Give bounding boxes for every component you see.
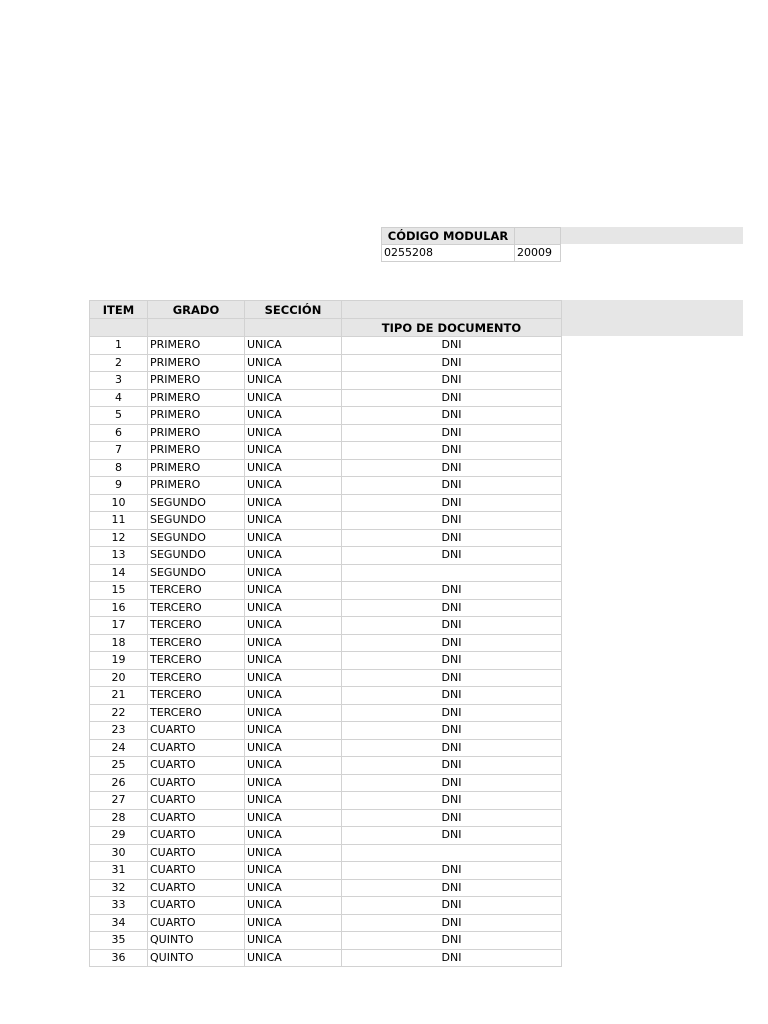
- grado-cell[interactable]: PRIMERO: [148, 407, 245, 425]
- item-cell[interactable]: 12: [90, 529, 148, 547]
- tipo-documento-cell[interactable]: DNI: [342, 687, 562, 705]
- table-row: [90, 582, 562, 600]
- item-cell[interactable]: 29: [90, 827, 148, 845]
- item-cell[interactable]: 24: [90, 739, 148, 757]
- item-cell[interactable]: 2: [90, 354, 148, 372]
- item-cell[interactable]: 25: [90, 757, 148, 775]
- table-row: [90, 827, 562, 845]
- seccion-cell[interactable]: UNICA: [245, 809, 342, 827]
- item-cell[interactable]: 32: [90, 879, 148, 897]
- grado-cell[interactable]: QUINTO: [148, 949, 245, 967]
- item-cell[interactable]: 20: [90, 669, 148, 687]
- seccion-cell[interactable]: UNICA: [245, 617, 342, 635]
- header-empty-cell[interactable]: [245, 319, 342, 337]
- codigo-modular-header[interactable]: CÓDIGO MODULAR: [382, 228, 515, 245]
- seccion-cell[interactable]: UNICA: [245, 512, 342, 530]
- seccion-cell[interactable]: UNICA: [245, 722, 342, 740]
- grado-cell[interactable]: PRIMERO: [148, 424, 245, 442]
- tipo-documento-cell[interactable]: DNI: [342, 582, 562, 600]
- grado-cell[interactable]: TERCERO: [148, 652, 245, 670]
- tipo-documento-cell[interactable]: DNI: [342, 897, 562, 915]
- tipo-documento-cell[interactable]: DNI: [342, 389, 562, 407]
- tipo-documento-cell[interactable]: DNI: [342, 879, 562, 897]
- item-cell[interactable]: 36: [90, 949, 148, 967]
- grado-cell[interactable]: CUARTO: [148, 827, 245, 845]
- table-row: [90, 547, 562, 565]
- item-cell[interactable]: 21: [90, 687, 148, 705]
- grado-cell[interactable]: SEGUNDO: [148, 512, 245, 530]
- grado-cell[interactable]: CUARTO: [148, 914, 245, 932]
- item-cell[interactable]: 13: [90, 547, 148, 565]
- seccion-cell[interactable]: UNICA: [245, 792, 342, 810]
- item-cell[interactable]: 1: [90, 337, 148, 355]
- seccion-cell[interactable]: UNICA: [245, 669, 342, 687]
- table-row: [90, 669, 562, 687]
- codigo-modular-table: [381, 227, 561, 262]
- item-cell[interactable]: 8: [90, 459, 148, 477]
- grado-cell[interactable]: TERCERO: [148, 582, 245, 600]
- grado-cell[interactable]: PRIMERO: [148, 477, 245, 495]
- table-row: [90, 564, 562, 582]
- tipo-documento-cell[interactable]: DNI: [342, 704, 562, 722]
- grado-cell[interactable]: CUARTO: [148, 792, 245, 810]
- item-cell[interactable]: 27: [90, 792, 148, 810]
- table-row: [90, 897, 562, 915]
- header-row-2: [90, 319, 562, 337]
- item-cell[interactable]: 26: [90, 774, 148, 792]
- table-row: [90, 617, 562, 635]
- seccion-cell[interactable]: UNICA: [245, 337, 342, 355]
- grado-cell[interactable]: PRIMERO: [148, 372, 245, 390]
- table-row: [90, 372, 562, 390]
- tipo-documento-cell[interactable]: DNI: [342, 354, 562, 372]
- item-cell[interactable]: 7: [90, 442, 148, 460]
- seccion-cell[interactable]: UNICA: [245, 389, 342, 407]
- grado-cell[interactable]: TERCERO: [148, 617, 245, 635]
- tipo-documento-cell[interactable]: DNI: [342, 809, 562, 827]
- header-empty-cell[interactable]: [90, 319, 148, 337]
- tipo-documento-cell[interactable]: DNI: [342, 529, 562, 547]
- codigo-second-value[interactable]: 20009: [515, 245, 561, 262]
- grado-cell[interactable]: QUINTO: [148, 932, 245, 950]
- seccion-cell[interactable]: UNICA: [245, 827, 342, 845]
- item-cell[interactable]: 16: [90, 599, 148, 617]
- table-body: [90, 337, 562, 967]
- item-cell[interactable]: 18: [90, 634, 148, 652]
- seccion-cell[interactable]: UNICA: [245, 372, 342, 390]
- header-row-1: [90, 301, 562, 319]
- seccion-header[interactable]: SECCIÓN: [245, 301, 342, 319]
- table-row: [90, 792, 562, 810]
- seccion-cell[interactable]: UNICA: [245, 494, 342, 512]
- table-row: [90, 599, 562, 617]
- table-row: [90, 459, 562, 477]
- table-row: [90, 424, 562, 442]
- table-row: [90, 634, 562, 652]
- table-row: [90, 477, 562, 495]
- table-row: [90, 389, 562, 407]
- table-row: [90, 512, 562, 530]
- seccion-cell[interactable]: UNICA: [245, 582, 342, 600]
- tipo-documento-cell[interactable]: DNI: [342, 599, 562, 617]
- tipo-documento-cell[interactable]: DNI: [342, 424, 562, 442]
- tipo-documento-cell[interactable]: DNI: [342, 932, 562, 950]
- table-row: [90, 652, 562, 670]
- table-row: [90, 739, 562, 757]
- tipo-documento-cell[interactable]: DNI: [342, 949, 562, 967]
- seccion-cell[interactable]: UNICA: [245, 862, 342, 880]
- item-cell[interactable]: 33: [90, 897, 148, 915]
- header-empty-cell[interactable]: [342, 301, 562, 319]
- seccion-cell[interactable]: UNICA: [245, 599, 342, 617]
- codigo-modular-value[interactable]: 0255208: [382, 245, 515, 262]
- tipo-documento-cell[interactable]: DNI: [342, 459, 562, 477]
- seccion-cell[interactable]: UNICA: [245, 634, 342, 652]
- grado-cell[interactable]: SEGUNDO: [148, 494, 245, 512]
- grado-cell[interactable]: CUARTO: [148, 897, 245, 915]
- seccion-cell[interactable]: UNICA: [245, 739, 342, 757]
- tipo-documento-cell[interactable]: DNI: [342, 739, 562, 757]
- seccion-cell[interactable]: UNICA: [245, 354, 342, 372]
- tipo-documento-cell[interactable]: DNI: [342, 494, 562, 512]
- tipo-documento-cell[interactable]: [342, 844, 562, 862]
- tipo-documento-cell[interactable]: DNI: [342, 337, 562, 355]
- tipo-documento-cell[interactable]: DNI: [342, 442, 562, 460]
- table-row: [90, 862, 562, 880]
- grado-cell[interactable]: PRIMERO: [148, 337, 245, 355]
- grado-cell[interactable]: CUARTO: [148, 739, 245, 757]
- tipo-documento-cell[interactable]: DNI: [342, 669, 562, 687]
- tipo-documento-cell[interactable]: DNI: [342, 372, 562, 390]
- grado-cell[interactable]: CUARTO: [148, 844, 245, 862]
- seccion-cell[interactable]: UNICA: [245, 424, 342, 442]
- tipo-documento-cell[interactable]: DNI: [342, 774, 562, 792]
- seccion-cell[interactable]: UNICA: [245, 932, 342, 950]
- table-row: [90, 354, 562, 372]
- table-row: [90, 722, 562, 740]
- table-row: [90, 687, 562, 705]
- table-row: [90, 529, 562, 547]
- grado-cell[interactable]: TERCERO: [148, 687, 245, 705]
- item-cell[interactable]: 9: [90, 477, 148, 495]
- grado-cell[interactable]: PRIMERO: [148, 442, 245, 460]
- item-cell[interactable]: 6: [90, 424, 148, 442]
- grado-cell[interactable]: CUARTO: [148, 757, 245, 775]
- grado-cell[interactable]: TERCERO: [148, 669, 245, 687]
- grado-cell[interactable]: SEGUNDO: [148, 529, 245, 547]
- grado-cell[interactable]: CUARTO: [148, 809, 245, 827]
- seccion-cell[interactable]: UNICA: [245, 477, 342, 495]
- seccion-cell[interactable]: UNICA: [245, 774, 342, 792]
- tipo-documento-cell[interactable]: DNI: [342, 862, 562, 880]
- codigo-value-row: [382, 245, 561, 262]
- seccion-cell[interactable]: UNICA: [245, 844, 342, 862]
- tipo-documento-cell[interactable]: DNI: [342, 792, 562, 810]
- item-cell[interactable]: 34: [90, 914, 148, 932]
- grado-cell[interactable]: SEGUNDO: [148, 547, 245, 565]
- table-row: [90, 949, 562, 967]
- seccion-cell[interactable]: UNICA: [245, 652, 342, 670]
- item-cell[interactable]: 19: [90, 652, 148, 670]
- item-cell[interactable]: 28: [90, 809, 148, 827]
- item-cell[interactable]: 4: [90, 389, 148, 407]
- seccion-cell[interactable]: UNICA: [245, 914, 342, 932]
- grado-cell[interactable]: CUARTO: [148, 774, 245, 792]
- grado-header[interactable]: GRADO: [148, 301, 245, 319]
- codigo-header-row: [382, 228, 561, 245]
- seccion-cell[interactable]: UNICA: [245, 949, 342, 967]
- table-row: [90, 914, 562, 932]
- item-cell[interactable]: 10: [90, 494, 148, 512]
- table-row: [90, 337, 562, 355]
- grado-cell[interactable]: PRIMERO: [148, 354, 245, 372]
- seccion-cell[interactable]: UNICA: [245, 687, 342, 705]
- item-cell[interactable]: 30: [90, 844, 148, 862]
- item-cell[interactable]: 23: [90, 722, 148, 740]
- item-cell[interactable]: 15: [90, 582, 148, 600]
- tipo-documento-cell[interactable]: DNI: [342, 722, 562, 740]
- item-header[interactable]: ITEM: [90, 301, 148, 319]
- grado-cell[interactable]: TERCERO: [148, 634, 245, 652]
- item-cell[interactable]: 31: [90, 862, 148, 880]
- seccion-cell[interactable]: UNICA: [245, 547, 342, 565]
- header-empty-cell[interactable]: [148, 319, 245, 337]
- tipo-documento-cell[interactable]: DNI: [342, 757, 562, 775]
- tipo-documento-cell[interactable]: DNI: [342, 407, 562, 425]
- item-cell[interactable]: 35: [90, 932, 148, 950]
- table-row: [90, 442, 562, 460]
- table-row: [90, 704, 562, 722]
- tipo-documento-cell[interactable]: DNI: [342, 914, 562, 932]
- item-cell[interactable]: 22: [90, 704, 148, 722]
- seccion-cell[interactable]: UNICA: [245, 442, 342, 460]
- item-cell[interactable]: 5: [90, 407, 148, 425]
- grado-cell[interactable]: CUARTO: [148, 722, 245, 740]
- students-table: [89, 300, 562, 967]
- grado-cell[interactable]: TERCERO: [148, 704, 245, 722]
- grado-cell[interactable]: PRIMERO: [148, 459, 245, 477]
- table-row: [90, 757, 562, 775]
- grado-cell[interactable]: SEGUNDO: [148, 564, 245, 582]
- item-cell[interactable]: 17: [90, 617, 148, 635]
- grado-cell[interactable]: PRIMERO: [148, 389, 245, 407]
- item-cell[interactable]: 11: [90, 512, 148, 530]
- item-cell[interactable]: 14: [90, 564, 148, 582]
- tipo-documento-cell[interactable]: DNI: [342, 634, 562, 652]
- tipo-documento-header[interactable]: TIPO DE DOCUMENTO: [342, 319, 562, 337]
- table-row: [90, 774, 562, 792]
- seccion-cell[interactable]: UNICA: [245, 757, 342, 775]
- seccion-cell[interactable]: UNICA: [245, 459, 342, 477]
- item-cell[interactable]: 3: [90, 372, 148, 390]
- table-row: [90, 932, 562, 950]
- codigo-header-empty-cell[interactable]: [515, 228, 561, 245]
- seccion-cell[interactable]: UNICA: [245, 407, 342, 425]
- seccion-cell[interactable]: UNICA: [245, 897, 342, 915]
- table-row: [90, 809, 562, 827]
- tipo-documento-cell[interactable]: DNI: [342, 617, 562, 635]
- grado-cell[interactable]: TERCERO: [148, 599, 245, 617]
- table-row: [90, 494, 562, 512]
- tipo-documento-cell[interactable]: DNI: [342, 477, 562, 495]
- seccion-cell[interactable]: UNICA: [245, 704, 342, 722]
- tipo-documento-cell[interactable]: DNI: [342, 827, 562, 845]
- grado-cell[interactable]: CUARTO: [148, 862, 245, 880]
- seccion-cell[interactable]: UNICA: [245, 529, 342, 547]
- tipo-documento-cell[interactable]: DNI: [342, 512, 562, 530]
- seccion-cell[interactable]: UNICA: [245, 564, 342, 582]
- grado-cell[interactable]: CUARTO: [148, 879, 245, 897]
- seccion-cell[interactable]: UNICA: [245, 879, 342, 897]
- tipo-documento-cell[interactable]: DNI: [342, 547, 562, 565]
- table-row: [90, 844, 562, 862]
- table-row: [90, 407, 562, 425]
- tipo-documento-cell[interactable]: [342, 564, 562, 582]
- table-row: [90, 879, 562, 897]
- tipo-documento-cell[interactable]: DNI: [342, 652, 562, 670]
